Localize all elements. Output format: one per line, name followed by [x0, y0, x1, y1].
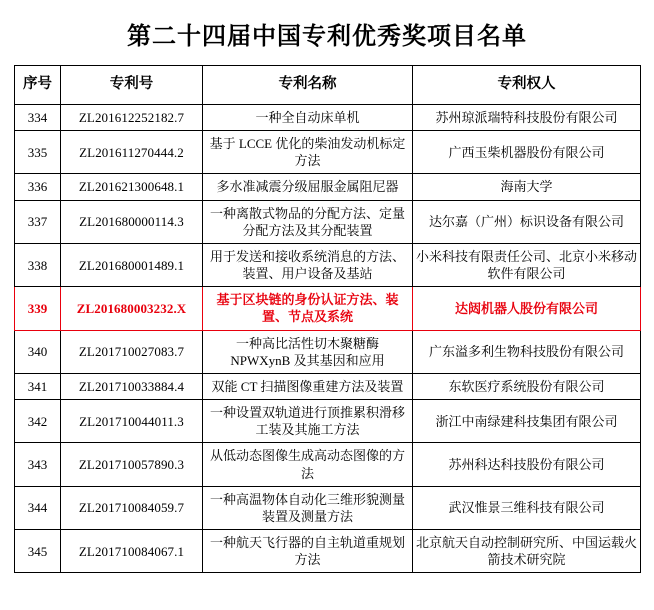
- table-row: [15, 330, 641, 373]
- table-body: [15, 105, 641, 573]
- cell-patent-no: ZL201710044011.3: [61, 400, 203, 443]
- cell-owner: 广西玉柴机器股份有限公司: [413, 131, 641, 174]
- table-row: [15, 287, 641, 330]
- cell-owner: 东软医疗系统股份有限公司: [413, 373, 641, 399]
- cell-patent-name: 一种航天飞行器的自主轨道重规划方法: [203, 529, 413, 572]
- cell-seq: 342: [15, 400, 61, 443]
- table-row: [15, 243, 641, 286]
- cell-seq: 337: [15, 200, 61, 243]
- cell-patent-name: 一种全自动床单机: [203, 105, 413, 131]
- cell-owner: 苏州琼派瑞特科技股份有限公司: [413, 105, 641, 131]
- column-header-owner: 专利权人: [413, 66, 641, 105]
- table-row: [15, 400, 641, 443]
- cell-owner: 达闼机器人股份有限公司: [413, 287, 641, 330]
- column-header-seq: 序号: [15, 66, 61, 105]
- cell-patent-name: 多水准减震分级屈服金属阻尼器: [203, 174, 413, 200]
- cell-owner: 苏州科达科技股份有限公司: [413, 443, 641, 486]
- table-row: [15, 131, 641, 174]
- cell-seq: 340: [15, 330, 61, 373]
- table-row: [15, 486, 641, 529]
- cell-patent-no: ZL201680000114.3: [61, 200, 203, 243]
- cell-owner: 海南大学: [413, 174, 641, 200]
- cell-patent-no: ZL201710027083.7: [61, 330, 203, 373]
- cell-owner: 达尔嘉（广州）标识设备有限公司: [413, 200, 641, 243]
- cell-patent-name: 一种高比活性切木聚糖酶 NPWXynB 及其基因和应用: [203, 330, 413, 373]
- cell-patent-no: ZL201710084067.1: [61, 529, 203, 572]
- cell-patent-no: ZL201710033884.4: [61, 373, 203, 399]
- cell-owner: 北京航天自动控制研究所、中国运载火箭技术研究院: [413, 529, 641, 572]
- cell-patent-no: ZL201611270444.2: [61, 131, 203, 174]
- table-row: [15, 443, 641, 486]
- table-header-row: [15, 66, 641, 105]
- cell-patent-name: 基于 LCCE 优化的柴油发动机标定方法: [203, 131, 413, 174]
- cell-patent-name: 从低动态图像生成高动态图像的方法: [203, 443, 413, 486]
- cell-seq: 339: [15, 287, 61, 330]
- cell-patent-no: ZL201680001489.1: [61, 243, 203, 286]
- cell-owner: 小米科技有限责任公司、北京小米移动软件有限公司: [413, 243, 641, 286]
- cell-patent-name: 一种离散式物品的分配方法、定量分配方法及其分配装置: [203, 200, 413, 243]
- cell-patent-name: 一种高温物体自动化三维形貌测量装置及测量方法: [203, 486, 413, 529]
- cell-owner: 武汉惟景三维科技有限公司: [413, 486, 641, 529]
- cell-patent-no: ZL201621300648.1: [61, 174, 203, 200]
- cell-seq: 344: [15, 486, 61, 529]
- column-header-patent-no: 专利号: [61, 66, 203, 105]
- cell-owner: 浙江中南绿建科技集团有限公司: [413, 400, 641, 443]
- cell-seq: 345: [15, 529, 61, 572]
- cell-patent-no: ZL201710084059.7: [61, 486, 203, 529]
- cell-patent-name: 用于发送和接收系统消息的方法、装置、用户设备及基站: [203, 243, 413, 286]
- cell-seq: 336: [15, 174, 61, 200]
- table-header: [15, 66, 641, 105]
- column-header-patent-name: 专利名称: [203, 66, 413, 105]
- cell-seq: 335: [15, 131, 61, 174]
- page-title: 第二十四届中国专利优秀奖项目名单: [127, 24, 527, 50]
- cell-seq: 341: [15, 373, 61, 399]
- cell-patent-no: ZL201710057890.3: [61, 443, 203, 486]
- cell-seq: 334: [15, 105, 61, 131]
- table-row: [15, 174, 641, 200]
- cell-patent-no: ZL201612252182.7: [61, 105, 203, 131]
- table-row: [15, 200, 641, 243]
- cell-patent-no: ZL201680003232.X: [61, 287, 203, 330]
- cell-patent-name: 一种设置双轨道进行顶推累积滑移工装及其施工方法: [203, 400, 413, 443]
- cell-patent-name: 双能 CT 扫描图像重建方法及装置: [203, 373, 413, 399]
- cell-seq: 338: [15, 243, 61, 286]
- cell-patent-name: 基于区块链的身份认证方法、装置、节点及系统: [203, 287, 413, 330]
- table-row: [15, 529, 641, 572]
- cell-seq: 343: [15, 443, 61, 486]
- table-row: [15, 105, 641, 131]
- table-row: [15, 373, 641, 399]
- award-list-table: [14, 65, 641, 573]
- cell-owner: 广东溢多利生物科技股份有限公司: [413, 330, 641, 373]
